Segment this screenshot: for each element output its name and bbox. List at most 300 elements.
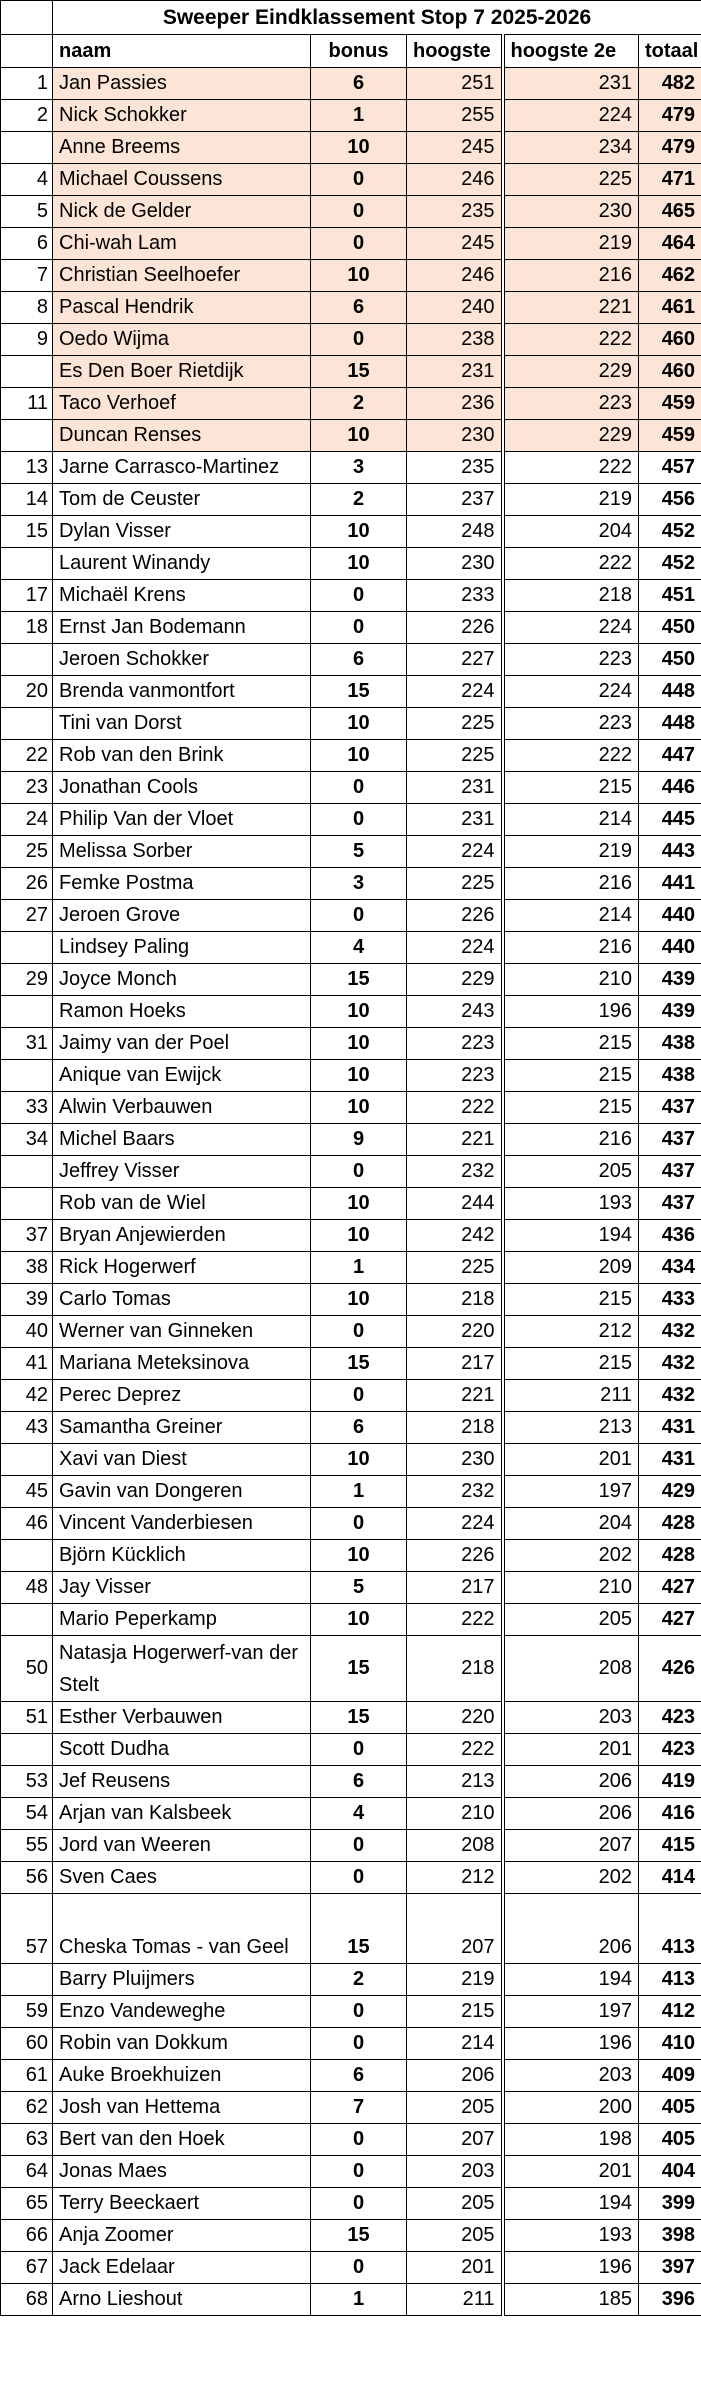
rank-cell: 46	[1, 1508, 53, 1540]
name-cell: Mariana Meteksinova	[53, 1348, 311, 1380]
bonus-cell: 15	[311, 1702, 407, 1734]
rank-cell	[1, 1734, 53, 1766]
table-row	[1, 996, 701, 1028]
second-high-score-cell: 222	[503, 324, 639, 356]
rank-cell: 20	[1, 676, 53, 708]
second-high-score-cell: 198	[503, 2124, 639, 2156]
total-cell: 438	[639, 1060, 701, 1092]
name-cell: Jan Passies	[53, 68, 311, 100]
header-row	[1, 35, 701, 68]
table-row	[1, 964, 701, 996]
bonus-cell: 4	[311, 932, 407, 964]
total-cell: 461	[639, 292, 701, 324]
second-high-score-cell: 202	[503, 1862, 639, 1894]
name-cell: Robin van Dokkum	[53, 2028, 311, 2060]
bonus-cell: 0	[311, 228, 407, 260]
name-cell: Jeroen Grove	[53, 900, 311, 932]
table-row	[1, 1830, 701, 1862]
high-score-cell: 235	[407, 196, 503, 228]
second-high-score-cell: 200	[503, 2092, 639, 2124]
name-cell: Perec Deprez	[53, 1380, 311, 1412]
second-high-score-cell: 185	[503, 2284, 639, 2316]
high-score-cell: 238	[407, 324, 503, 356]
table-row	[1, 1316, 701, 1348]
second-high-score-cell: 215	[503, 1028, 639, 1060]
bonus-cell: 5	[311, 836, 407, 868]
table-row	[1, 2252, 701, 2284]
table-row	[1, 1476, 701, 1508]
bonus-cell: 0	[311, 804, 407, 836]
second-high-score-cell: 216	[503, 932, 639, 964]
high-score-cell: 218	[407, 1284, 503, 1316]
total-cell: 399	[639, 2188, 701, 2220]
rank-cell: 62	[1, 2092, 53, 2124]
bonus-cell: 10	[311, 996, 407, 1028]
name-cell: Philip Van der Vloet	[53, 804, 311, 836]
high-score-cell: 211	[407, 2284, 503, 2316]
total-cell: 409	[639, 2060, 701, 2092]
second-high-score-cell: 194	[503, 2188, 639, 2220]
rank-cell: 67	[1, 2252, 53, 2284]
bonus-cell: 10	[311, 1220, 407, 1252]
high-score-cell: 219	[407, 1964, 503, 1996]
table-row	[1, 1284, 701, 1316]
bonus-cell: 6	[311, 1412, 407, 1444]
name-cell: Auke Broekhuizen	[53, 2060, 311, 2092]
bonus-cell: 15	[311, 1348, 407, 1380]
total-cell: 410	[639, 2028, 701, 2060]
bonus-cell: 0	[311, 1156, 407, 1188]
high-score-cell: 223	[407, 1060, 503, 1092]
high-score-cell: 233	[407, 580, 503, 612]
name-cell: Jay Visser	[53, 1572, 311, 1604]
total-cell: 413	[639, 1894, 701, 1964]
total-cell: 460	[639, 356, 701, 388]
high-score-cell: 225	[407, 708, 503, 740]
second-high-score-cell: 231	[503, 68, 639, 100]
table-row	[1, 132, 701, 164]
table-row	[1, 292, 701, 324]
name-cell: Rob van den Brink	[53, 740, 311, 772]
bonus-cell: 0	[311, 324, 407, 356]
high-score-cell: 213	[407, 1766, 503, 1798]
high-score-cell: 207	[407, 2124, 503, 2156]
total-cell: 464	[639, 228, 701, 260]
rank-cell: 23	[1, 772, 53, 804]
total-cell: 452	[639, 548, 701, 580]
table-row	[1, 1766, 701, 1798]
rank-cell: 64	[1, 2156, 53, 2188]
total-cell: 432	[639, 1348, 701, 1380]
rank-cell: 68	[1, 2284, 53, 2316]
name-cell: Mario Peperkamp	[53, 1604, 311, 1636]
bonus-cell: 9	[311, 1124, 407, 1156]
total-cell: 427	[639, 1572, 701, 1604]
total-cell: 441	[639, 868, 701, 900]
bonus-cell: 15	[311, 356, 407, 388]
high-score-cell: 236	[407, 388, 503, 420]
total-cell: 482	[639, 68, 701, 100]
table-row	[1, 1540, 701, 1572]
table-row	[1, 1124, 701, 1156]
total-cell: 437	[639, 1092, 701, 1124]
second-high-score-cell: 223	[503, 388, 639, 420]
rank-cell	[1, 996, 53, 1028]
table-row	[1, 708, 701, 740]
rank-cell	[1, 548, 53, 580]
high-score-cell: 245	[407, 132, 503, 164]
bonus-cell: 0	[311, 900, 407, 932]
second-high-score-cell: 212	[503, 1316, 639, 1348]
name-cell: Jord van Weeren	[53, 1830, 311, 1862]
name-cell: Josh van Hettema	[53, 2092, 311, 2124]
table-row	[1, 676, 701, 708]
total-cell: 412	[639, 1996, 701, 2028]
second-high-score-cell: 216	[503, 260, 639, 292]
high-score-cell: 230	[407, 420, 503, 452]
table-row	[1, 2028, 701, 2060]
table-row	[1, 1894, 701, 1964]
table-row	[1, 452, 701, 484]
bonus-cell: 10	[311, 1284, 407, 1316]
high-score-cell: 231	[407, 772, 503, 804]
rank-cell: 15	[1, 516, 53, 548]
bonus-cell: 1	[311, 100, 407, 132]
total-cell: 398	[639, 2220, 701, 2252]
name-cell: Femke Postma	[53, 868, 311, 900]
second-high-score-cell: 197	[503, 1476, 639, 1508]
high-score-cell: 222	[407, 1604, 503, 1636]
bonus-cell: 1	[311, 1252, 407, 1284]
second-high-score-cell: 194	[503, 1964, 639, 1996]
total-cell: 448	[639, 708, 701, 740]
total-cell: 462	[639, 260, 701, 292]
bonus-cell: 6	[311, 1766, 407, 1798]
name-cell: Arno Lieshout	[53, 2284, 311, 2316]
name-cell: Ramon Hoeks	[53, 996, 311, 1028]
table-row	[1, 2092, 701, 2124]
high-score-cell: 217	[407, 1348, 503, 1380]
bonus-cell: 10	[311, 420, 407, 452]
name-cell: Bryan Anjewierden	[53, 1220, 311, 1252]
high-score-cell: 214	[407, 2028, 503, 2060]
rank-cell: 40	[1, 1316, 53, 1348]
total-cell: 419	[639, 1766, 701, 1798]
name-cell: Rob van de Wiel	[53, 1188, 311, 1220]
name-cell: Vincent Vanderbiesen	[53, 1508, 311, 1540]
rank-cell: 39	[1, 1284, 53, 1316]
bonus-cell: 10	[311, 1444, 407, 1476]
second-high-score-cell: 205	[503, 1156, 639, 1188]
total-cell: 447	[639, 740, 701, 772]
total-cell: 446	[639, 772, 701, 804]
bonus-cell: 0	[311, 1734, 407, 1766]
total-cell: 431	[639, 1412, 701, 1444]
rank-cell: 66	[1, 2220, 53, 2252]
high-score-cell: 240	[407, 292, 503, 324]
name-cell: Michaël Krens	[53, 580, 311, 612]
table-row	[1, 900, 701, 932]
rank-header-blank	[1, 1, 53, 35]
table-row	[1, 1092, 701, 1124]
total-cell: 428	[639, 1508, 701, 1540]
name-cell: Taco Verhoef	[53, 388, 311, 420]
high-score-cell: 229	[407, 964, 503, 996]
high-score-cell: 227	[407, 644, 503, 676]
rank-cell: 1	[1, 68, 53, 100]
table-row	[1, 164, 701, 196]
rank-cell	[1, 932, 53, 964]
high-score-cell: 210	[407, 1798, 503, 1830]
name-cell: Jeroen Schokker	[53, 644, 311, 676]
table-row	[1, 516, 701, 548]
high-score-cell: 237	[407, 484, 503, 516]
name-cell: Cheska Tomas - van Geel	[53, 1894, 311, 1964]
high-score-cell: 235	[407, 452, 503, 484]
name-cell: Melissa Sorber	[53, 836, 311, 868]
table-row	[1, 2188, 701, 2220]
bonus-cell: 2	[311, 484, 407, 516]
second-high-score-cell: 225	[503, 164, 639, 196]
bonus-cell: 15	[311, 676, 407, 708]
total-cell: 415	[639, 1830, 701, 1862]
rank-cell	[1, 1156, 53, 1188]
second-high-score-cell: 219	[503, 484, 639, 516]
second-high-score-cell: 223	[503, 708, 639, 740]
name-cell: Samantha Greiner	[53, 1412, 311, 1444]
bonus-cell: 0	[311, 1862, 407, 1894]
table-row	[1, 1862, 701, 1894]
bonus-cell: 10	[311, 260, 407, 292]
second-high-score-cell: 203	[503, 1702, 639, 1734]
name-cell: Chi-wah Lam	[53, 228, 311, 260]
bonus-cell: 0	[311, 1380, 407, 1412]
bonus-cell: 0	[311, 772, 407, 804]
standings-body	[1, 1, 701, 2316]
total-cell: 440	[639, 932, 701, 964]
table-row	[1, 420, 701, 452]
second-high-score-cell: 234	[503, 132, 639, 164]
name-cell: Jarne Carrasco-Martinez	[53, 452, 311, 484]
table-row	[1, 804, 701, 836]
second-high-score-cell: 216	[503, 1124, 639, 1156]
bonus-cell: 6	[311, 292, 407, 324]
second-high-score-cell: 215	[503, 1060, 639, 1092]
rank-cell: 43	[1, 1412, 53, 1444]
second-high-score-cell: 204	[503, 1508, 639, 1540]
bonus-header: bonus	[311, 35, 407, 68]
rank-cell: 53	[1, 1766, 53, 1798]
bonus-cell: 0	[311, 2188, 407, 2220]
name-cell: Anja Zoomer	[53, 2220, 311, 2252]
bonus-cell: 2	[311, 388, 407, 420]
high-score-cell: 205	[407, 2092, 503, 2124]
bonus-cell: 1	[311, 1476, 407, 1508]
rank-cell	[1, 1540, 53, 1572]
table-row	[1, 228, 701, 260]
rank-cell: 5	[1, 196, 53, 228]
name-cell: Arjan van Kalsbeek	[53, 1798, 311, 1830]
rank-cell: 8	[1, 292, 53, 324]
second-high-score-cell: 197	[503, 1996, 639, 2028]
second-high-score-cell: 222	[503, 740, 639, 772]
total-header: totaal	[639, 35, 701, 68]
high-score-cell: 225	[407, 1252, 503, 1284]
high-score-cell: 215	[407, 1996, 503, 2028]
bonus-cell: 0	[311, 2028, 407, 2060]
high-score-cell: 224	[407, 932, 503, 964]
name-cell: Esther Verbauwen	[53, 1702, 311, 1734]
name-cell: Sven Caes	[53, 1862, 311, 1894]
high-score-cell: 221	[407, 1124, 503, 1156]
rank-cell: 38	[1, 1252, 53, 1284]
high-score-cell: 218	[407, 1412, 503, 1444]
total-cell: 450	[639, 644, 701, 676]
second-high-score-cell: 218	[503, 580, 639, 612]
second-high-score-cell: 201	[503, 2156, 639, 2188]
second-high-score-cell: 224	[503, 612, 639, 644]
table-row	[1, 772, 701, 804]
total-cell: 465	[639, 196, 701, 228]
rank-cell: 14	[1, 484, 53, 516]
name-cell: Carlo Tomas	[53, 1284, 311, 1316]
second-high-score-cell: 224	[503, 100, 639, 132]
total-cell: 479	[639, 100, 701, 132]
rank-cell	[1, 644, 53, 676]
high-score-cell: 223	[407, 1028, 503, 1060]
total-cell: 404	[639, 2156, 701, 2188]
name-cell: Nick de Gelder	[53, 196, 311, 228]
high-score-cell: 244	[407, 1188, 503, 1220]
table-row	[1, 548, 701, 580]
high-score-cell: 224	[407, 836, 503, 868]
rank-cell	[1, 1060, 53, 1092]
high-score-cell: 224	[407, 676, 503, 708]
name-cell: Nick Schokker	[53, 100, 311, 132]
total-cell: 397	[639, 2252, 701, 2284]
bonus-cell: 15	[311, 2220, 407, 2252]
total-cell: 428	[639, 1540, 701, 1572]
second-high-score-cell: 230	[503, 196, 639, 228]
bonus-cell: 6	[311, 2060, 407, 2092]
total-cell: 438	[639, 1028, 701, 1060]
high-score-cell: 218	[407, 1636, 503, 1702]
high-score-cell: 203	[407, 2156, 503, 2188]
rank-cell: 26	[1, 868, 53, 900]
high-score-cell: 231	[407, 804, 503, 836]
bonus-cell: 0	[311, 164, 407, 196]
rank-cell: 51	[1, 1702, 53, 1734]
total-cell: 405	[639, 2092, 701, 2124]
table-row	[1, 580, 701, 612]
name-cell: Jonathan Cools	[53, 772, 311, 804]
name-cell: Jeffrey Visser	[53, 1156, 311, 1188]
bonus-cell: 5	[311, 1572, 407, 1604]
rank-cell	[1, 420, 53, 452]
rank-cell	[1, 1964, 53, 1996]
rank-cell: 37	[1, 1220, 53, 1252]
name-cell: Pascal Hendrik	[53, 292, 311, 324]
name-cell: Werner van Ginneken	[53, 1316, 311, 1348]
high-score-cell: 205	[407, 2220, 503, 2252]
name-cell: Jef Reusens	[53, 1766, 311, 1798]
name-cell: Laurent Winandy	[53, 548, 311, 580]
name-cell: Björn Kücklich	[53, 1540, 311, 1572]
table-row	[1, 1380, 701, 1412]
table-row	[1, 1412, 701, 1444]
total-cell: 431	[639, 1444, 701, 1476]
name-cell: Barry Pluijmers	[53, 1964, 311, 1996]
high-header: hoogste	[407, 35, 503, 68]
rank-cell	[1, 1188, 53, 1220]
second-high-score-cell: 216	[503, 868, 639, 900]
second-high-score-cell: 215	[503, 772, 639, 804]
total-cell: 413	[639, 1964, 701, 1996]
total-cell: 471	[639, 164, 701, 196]
rank-cell: 18	[1, 612, 53, 644]
high-score-cell: 207	[407, 1894, 503, 1964]
second-high-score-cell: 214	[503, 900, 639, 932]
table-row	[1, 1252, 701, 1284]
rank-cell: 13	[1, 452, 53, 484]
rank-cell: 55	[1, 1830, 53, 1862]
bonus-cell: 0	[311, 580, 407, 612]
name-cell: Scott Dudha	[53, 1734, 311, 1766]
high-score-cell: 245	[407, 228, 503, 260]
bonus-cell: 10	[311, 516, 407, 548]
total-cell: 460	[639, 324, 701, 356]
total-cell: 445	[639, 804, 701, 836]
rank-cell: 29	[1, 964, 53, 996]
rank-cell: 6	[1, 228, 53, 260]
total-cell: 433	[639, 1284, 701, 1316]
name-cell: Alwin Verbauwen	[53, 1092, 311, 1124]
table-row	[1, 644, 701, 676]
rank-cell: 33	[1, 1092, 53, 1124]
second-high-score-cell: 229	[503, 356, 639, 388]
high2-header: hoogste 2e	[503, 35, 639, 68]
rank-cell: 27	[1, 900, 53, 932]
total-cell: 456	[639, 484, 701, 516]
bonus-cell: 0	[311, 2252, 407, 2284]
name-cell: Duncan Renses	[53, 420, 311, 452]
rank-cell: 25	[1, 836, 53, 868]
second-high-score-cell: 203	[503, 2060, 639, 2092]
second-high-score-cell: 214	[503, 804, 639, 836]
rank-cell: 50	[1, 1636, 53, 1702]
title-row	[1, 1, 701, 35]
name-cell: Ernst Jan Bodemann	[53, 612, 311, 644]
name-header: naam	[53, 35, 311, 68]
rank-header	[1, 35, 53, 68]
rank-cell: 7	[1, 260, 53, 292]
bonus-cell: 10	[311, 1604, 407, 1636]
name-cell: Enzo Vandeweghe	[53, 1996, 311, 2028]
second-high-score-cell: 223	[503, 644, 639, 676]
second-high-score-cell: 206	[503, 1798, 639, 1830]
high-score-cell: 220	[407, 1316, 503, 1348]
total-cell: 457	[639, 452, 701, 484]
rank-cell	[1, 1444, 53, 1476]
second-high-score-cell: 208	[503, 1636, 639, 1702]
second-high-score-cell: 215	[503, 1284, 639, 1316]
table-row	[1, 1220, 701, 1252]
second-high-score-cell: 196	[503, 996, 639, 1028]
second-high-score-cell: 222	[503, 548, 639, 580]
table-row	[1, 868, 701, 900]
rank-cell	[1, 132, 53, 164]
high-score-cell: 230	[407, 548, 503, 580]
